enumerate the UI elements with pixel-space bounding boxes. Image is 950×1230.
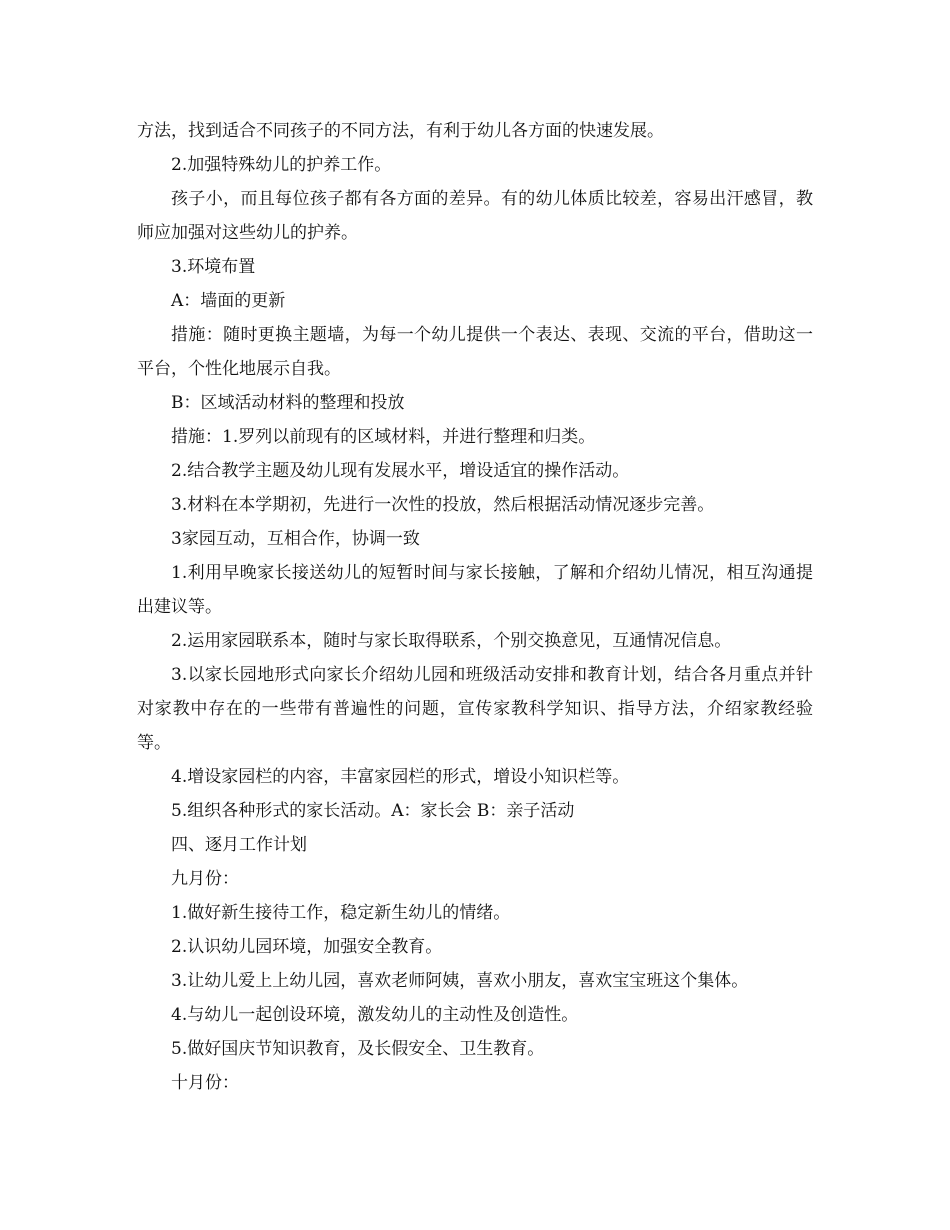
paragraph: 3.材料在本学期初，先进行一次性的投放，然后根据活动情况逐步完善。 [171,495,715,515]
paragraph: 3.让幼儿爱上上幼儿园，喜欢老师阿姨，喜欢小朋友，喜欢宝宝班这个集体。 [171,971,749,991]
paragraph: B：区域活动材料的整理和投放 [171,393,405,413]
month-heading: 九月份： [171,869,239,889]
paragraph: 3.环境布置 [171,257,256,277]
paragraph: 孩子小，而且每位孩子都有各方面的差异。有的幼儿体质比较差，容易出汗感冒，教师应加强对这些幼儿的护养。 [137,189,813,243]
paragraph: 措施：随时更换主题墙，为每一个幼儿提供一个表达、表现、交流的平台，借助这一平台，个性化地展示自我。 [137,325,813,379]
paragraph: 1.做好新生接待工作，稳定新生幼儿的情绪。 [171,903,511,923]
paragraph: 3家园互动，互相合作，协调一致 [171,529,420,549]
paragraph: 4.与幼儿一起创设环境，激发幼儿的主动性及创造性。 [171,1005,579,1025]
paragraph: 3.以家长园地形式向家长介绍幼儿园和班级活动安排和教育计划，结合各月重点并针对家教中存在的一些带有普遍性的问题，宣传家教科学知识、指导方法，介绍家教经验等。 [137,665,813,753]
paragraph: 2.加强特殊幼儿的护养工作。 [171,155,392,175]
paragraph: 4.增设家园栏的内容，丰富家园栏的形式，增设小知识栏等。 [171,767,630,787]
paragraph: 2.认识幼儿园环境，加强安全教育。 [171,937,443,957]
paragraph: 方法，找到适合不同孩子的不同方法，有利于幼儿各方面的快速发展。 [137,121,664,141]
paragraph: 2.结合教学主题及幼儿现有发展水平，增设适宜的操作活动。 [171,461,630,481]
paragraph: 措施：1.罗列以前现有的区域材料，并进行整理和归类。 [171,427,596,447]
month-heading: 十月份： [171,1073,239,1093]
paragraph: 5.组织各种形式的家长活动。A：家长会 B：亲子活动 [171,801,575,821]
paragraph: 1.利用早晚家长接送幼儿的短暂时间与家长接触，了解和介绍幼儿情况，相互沟通提出建议等。 [137,563,813,617]
paragraph: A：墙面的更新 [171,291,286,311]
paragraph: 5.做好国庆节知识教育，及长假安全、卫生教育。 [171,1039,545,1059]
document-body [137,114,813,1100]
paragraph: 2.运用家园联系本，随时与家长取得联系，个别交换意见，互通情况信息。 [171,631,732,651]
section-heading: 四、逐月工作计划 [171,835,307,855]
